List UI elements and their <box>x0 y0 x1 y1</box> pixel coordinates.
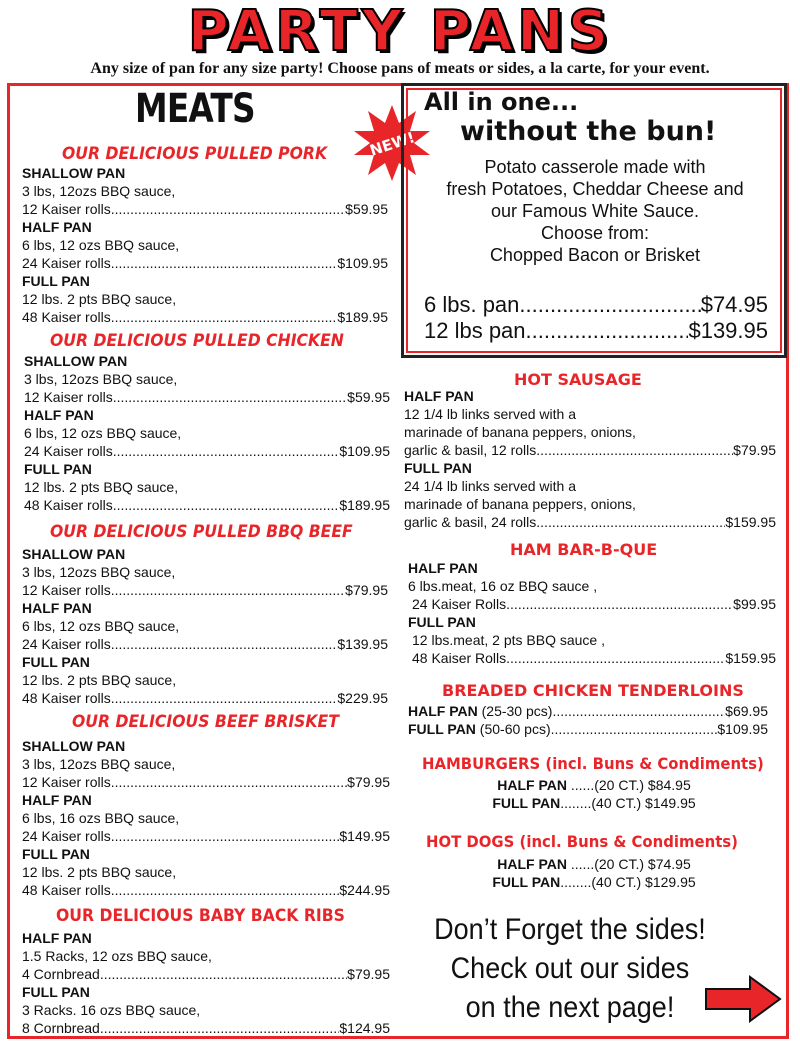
meats-heading: MEATS <box>135 86 255 132</box>
pan-desc: 6 lbs, 12 ozs BBQ sauce, <box>22 237 180 253</box>
sides-reminder: Don’t Forget the sides! Check out our sides on the next page! <box>434 913 706 1024</box>
ribs-section <box>22 929 390 1037</box>
pan-label: HALF PAN <box>22 219 92 235</box>
sausage-section: HALF PAN 12 1/4 lb links served with a marinade of banana peppers, onions, garlic & basil, 12 rolls ..... $79.95 FULL PAN 24 1/4 lb links served with a marinade of banana peppers, onions, garlic & basil, 24 rolls ..... $159.95 <box>404 387 776 531</box>
pan-label: SHALLOW PAN <box>24 353 128 369</box>
price: $109.95 <box>339 443 390 459</box>
price: $189.95 <box>339 497 390 513</box>
price: $244.95 <box>339 882 390 898</box>
price: $189.95 <box>337 309 388 325</box>
pan-label: HALF PAN <box>24 407 94 423</box>
price: $159.95 <box>725 650 776 666</box>
price-line: 48 Kaiser rolls ..... $229.95 <box>22 689 388 707</box>
casserole-price-6lbs: 6 lbs. pan ..... $74.95 <box>424 292 768 318</box>
pan-label: FULL PAN <box>404 460 472 476</box>
price-line: 24 Kaiser Rolls ..... $99.95 <box>408 595 776 613</box>
price-line: 48 Kaiser Rolls ..... $159.95 <box>408 649 776 667</box>
page-title: PARTY PANS <box>187 0 613 64</box>
price-line: 8 Cornbread ..... $124.95 <box>22 1019 390 1037</box>
beef-section <box>22 545 388 707</box>
price: $69.95 <box>725 703 768 719</box>
pan-label: FULL PAN <box>24 461 92 477</box>
brisket-title: OUR DELICIOUS BEEF BRISKET <box>72 712 339 732</box>
price-line: HALF PAN (25-30 pcs) ..... $69.95 <box>408 702 768 720</box>
pan-desc: 3 lbs, 12ozs BBQ sauce, <box>22 183 176 199</box>
chicken-title: OUR DELICIOUS PULLED CHICKEN <box>50 331 344 351</box>
pan-desc: 12 lbs. 2 pts BBQ sauce, <box>24 479 179 495</box>
hamburgers-title: HAMBURGERS (incl. Buns & Condiments) <box>422 754 764 773</box>
pan-label: HALF PAN <box>22 792 92 808</box>
pan-desc: 6 lbs, 12 ozs BBQ sauce, <box>22 618 180 634</box>
pan-label: SHALLOW PAN <box>22 165 126 181</box>
hotdogs-section: HALF PAN ......(20 CT.) $74.95 FULL PAN........(40 CT.) $129.95 <box>492 856 696 890</box>
price: $79.95 <box>733 442 776 458</box>
price-line: 24 Kaiser rolls ..... $139.95 <box>22 635 388 653</box>
pan-label: SHALLOW PAN <box>22 546 126 562</box>
pan-label: FULL PAN <box>22 846 90 862</box>
pan-label: HALF PAN <box>22 600 92 616</box>
price: $159.95 <box>725 514 776 530</box>
pan-label: FULL PAN <box>22 273 90 289</box>
price: $79.95 <box>347 774 390 790</box>
price: $59.95 <box>347 389 390 405</box>
price-line: 48 Kaiser rolls ..... $189.95 <box>24 496 390 514</box>
pan-desc: 12 lbs. 2 pts BBQ sauce, <box>22 864 177 880</box>
sausage-title: HOT SAUSAGE <box>514 370 642 389</box>
new-badge: NEW! <box>367 128 418 160</box>
tenders-section <box>408 702 768 738</box>
ham-title: HAM BAR-B-QUE <box>510 540 658 559</box>
price-line: 24 Kaiser rolls ..... $149.95 <box>22 827 390 845</box>
price-line: 48 Kaiser rolls ..... $244.95 <box>22 881 390 899</box>
pan-label: SHALLOW PAN <box>22 738 126 754</box>
casserole-price-12lbs: 12 lbs pan ..... $139.95 <box>424 318 768 344</box>
ham-section: HALF PAN 6 lbs.meat, 16 oz BBQ sauce , 24 Kaiser Rolls ..... $99.95 FULL PAN 12 lbs.meat, 2 pts BBQ sauce , 48 Kaiser Rolls ..... $159.95 <box>408 559 776 667</box>
without-bun-heading: without the bun! <box>460 116 717 147</box>
pan-label: FULL PAN <box>22 984 90 1000</box>
price-line: 12 Kaiser rolls ..... $79.95 <box>22 773 390 791</box>
price-line: 48 Kaiser rolls ..... $189.95 <box>22 308 388 326</box>
all-in-one-heading: All in one... <box>424 88 579 116</box>
pan-desc: 6 lbs, 16 ozs BBQ sauce, <box>22 810 180 826</box>
price: $109.95 <box>337 255 388 271</box>
price: $79.95 <box>347 966 390 982</box>
pan-label: FULL PAN <box>408 614 476 630</box>
price: $139.95 <box>337 636 388 652</box>
ribs-title: OUR DELICIOUS BABY BACK RIBS <box>56 906 345 926</box>
price: $124.95 <box>339 1020 390 1036</box>
pork-section <box>22 164 388 326</box>
brisket-section <box>22 737 390 899</box>
pan-desc: 3 lbs, 12ozs BBQ sauce, <box>22 564 176 580</box>
pan-desc: 3 lbs, 12ozs BBQ sauce, <box>22 756 176 772</box>
chicken-section <box>24 352 390 514</box>
price-line: 12 Kaiser rolls ..... $59.95 <box>24 388 390 406</box>
price-line: 24 Kaiser rolls ..... $109.95 <box>24 442 390 460</box>
tenders-title: BREADED CHICKEN TENDERLOINS <box>442 681 744 700</box>
arrow-right-icon <box>704 975 782 1023</box>
price-line: 24 Kaiser rolls ..... $109.95 <box>22 254 388 272</box>
price-line: FULL PAN (50-60 pcs) ..... $109.95 <box>408 720 768 738</box>
pan-desc: 3 lbs, 12ozs BBQ sauce, <box>24 371 178 387</box>
price: $79.95 <box>345 582 388 598</box>
pork-title: OUR DELICIOUS PULLED PORK <box>62 144 328 164</box>
pan-desc: 1.5 Racks, 12 ozs BBQ sauce, <box>22 948 212 964</box>
price-line: 4 Cornbread ..... $79.95 <box>22 965 390 983</box>
price: $59.95 <box>345 201 388 217</box>
pan-desc: 3 Racks. 16 ozs BBQ sauce, <box>22 1002 201 1018</box>
pan-label: FULL PAN <box>22 654 90 670</box>
price-line: 12 Kaiser rolls ..... $59.95 <box>22 200 388 218</box>
price-line: garlic & basil, 12 rolls ..... $79.95 <box>404 441 776 459</box>
hamburgers-section: HALF PAN ......(20 CT.) $84.95 FULL PAN........(40 CT.) $149.95 <box>492 777 696 811</box>
pan-desc: 12 lbs. 2 pts BBQ sauce, <box>22 291 177 307</box>
pan-label: HALF PAN <box>404 388 474 404</box>
price-line: garlic & basil, 24 rolls ..... $159.95 <box>404 513 776 531</box>
pan-desc: 12 lbs. 2 pts BBQ sauce, <box>22 672 177 688</box>
pan-desc: 6 lbs, 12 ozs BBQ sauce, <box>24 425 182 441</box>
beef-title: OUR DELICIOUS PULLED BBQ BEEF <box>50 522 353 542</box>
hotdogs-title: HOT DOGS (incl. Buns & Condiments) <box>426 832 738 851</box>
price-line: 12 Kaiser rolls ..... $79.95 <box>22 581 388 599</box>
pan-label: HALF PAN <box>408 560 478 576</box>
casserole-description: Potato casserole made with fresh Potatoes, Cheddar Cheese and our Famous White Sauce. Choose from: Chopped Bacon or Brisket <box>446 157 744 265</box>
price: $229.95 <box>337 690 388 706</box>
price: $109.95 <box>717 721 768 737</box>
price: $149.95 <box>339 828 390 844</box>
price: $99.95 <box>733 596 776 612</box>
pan-label: HALF PAN <box>22 930 92 946</box>
tagline: Any size of pan for any size party! Choose pans of meats or sides, a la carte, for your event. <box>90 60 710 77</box>
